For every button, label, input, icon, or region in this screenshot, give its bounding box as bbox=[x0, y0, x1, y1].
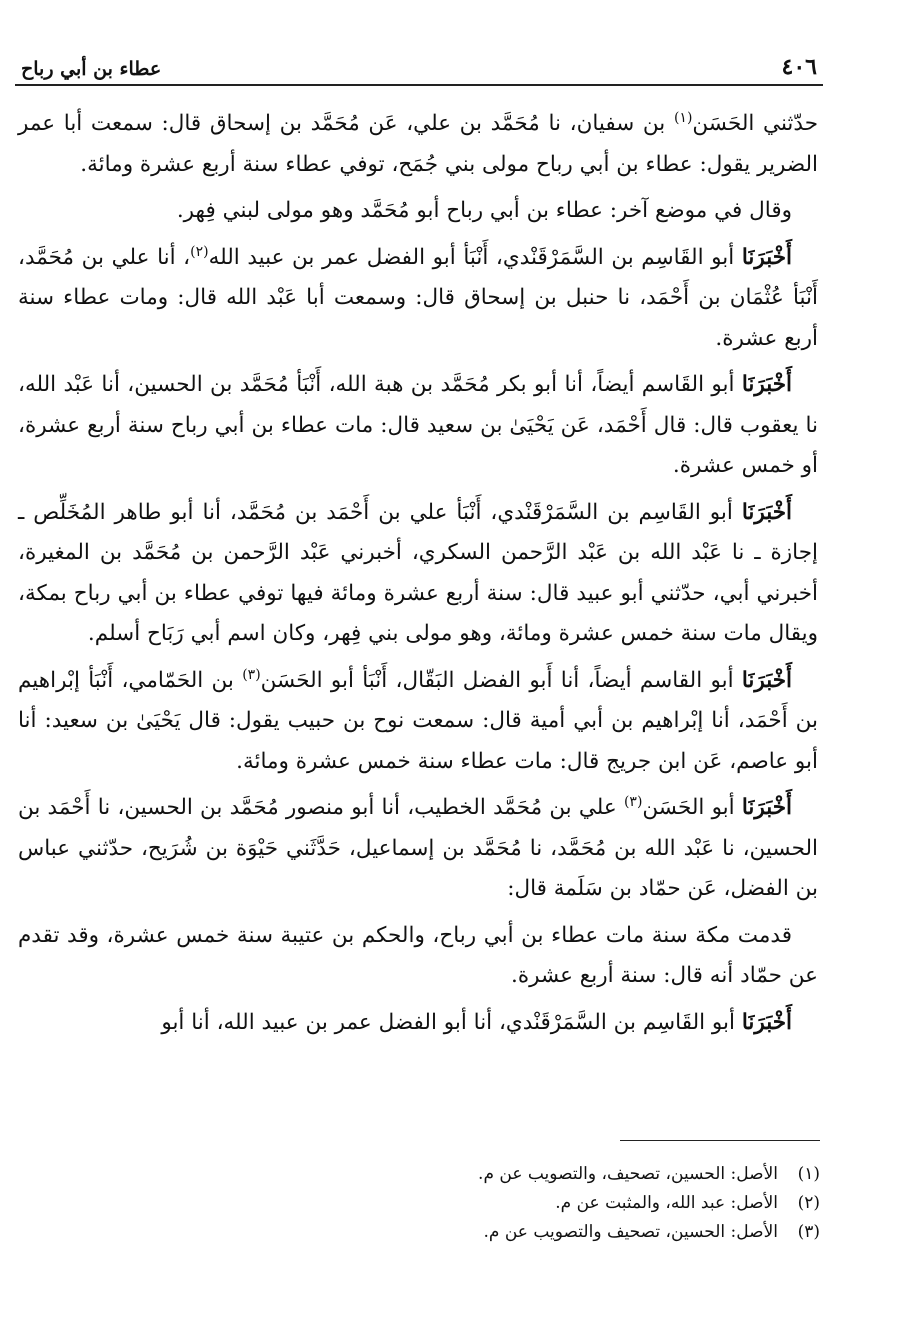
paragraph-lead: أَخْبَرَنَا bbox=[741, 244, 792, 270]
paragraph: أَخْبَرَنَا أبو القَاسِم بن السَّمَرْقَنْدي، أَنْبَأ أبو الفضل عمر بن عبيد الله$^{(٢)}$، أنا علي بن مُحَمَّد، أَنْبَأ عُثْمَان بن أَحْمَد، نا حنبل بن إسحاق قال: وسمعت أبا عَبْد الله قال: ومات عطاء سنة أربع عشرة. bbox=[18, 243, 818, 351]
footnote bbox=[300, 1160, 820, 1189]
paragraph-lead: أَخْبَرَنَا bbox=[741, 1009, 792, 1035]
footnote-text: الأصل: عبد الله، والمثبت عن م. bbox=[555, 1193, 778, 1213]
paragraph: أَخْبَرَنَا أبو القَاسِم بن السَّمَرْقَنْدي، أنا أبو الفضل عمر بن عبيد الله، أنا أبو bbox=[161, 1009, 792, 1035]
footnotes bbox=[300, 1160, 820, 1247]
paragraph-lead: أَخْبَرَنَا bbox=[741, 795, 792, 820]
footnote-ref: (٣) bbox=[623, 793, 643, 810]
paragraph: قدمت مكة سنة مات عطاء بن أبي رباح، والحكم بن عتيبة سنة خمس عشرة، وقد تقدم عن حمّاد أنه قال: سنة أربع عشرة. bbox=[18, 922, 818, 988]
paragraph: أَخْبَرَنَا أبو القَاسم أيضاً، أنا أبو بكر مُحَمَّد بن هبة الله، أَنْبَأ مُحَمَّد بن الحسين، أنا عَبْد الله، نا يعقوب قال: قال أَحْمَد، عَن يَحْيَىٰ بن سعيد قال: مات عطاء بن أبي رباح سنة أربع عشرة، أو خمس عشرة. bbox=[18, 372, 818, 478]
page-number: ٤٠٦ bbox=[781, 54, 817, 80]
paragraph: أَخْبَرَنَا أبو القاسم أيضاً، أنا أَبو الفضل البَقّال، أَنْبَأ أبو الحَسَن$^{(٣)}$ بن الحَمّامي، أَنْبَأ إبْراهيم بن أَحْمَد، أنا إبْراهيم بن أبي أمية قال: سمعت نوح بن حبيب يقول: قال يَحْيَىٰ بن سعيد: أنا أبو عاصم، عَن ابن جريج قال: مات عطاء سنة خمس عشرة ومائة. bbox=[18, 666, 818, 774]
paragraph: أَخْبَرَنَا أبو الحَسَن$^{(٣)}$ علي بن مُحَمَّد الخطيب، أنا أبو منصور مُحَمَّد بن الحسين، نا أَحْمَد بن الحسين، نا عَبْد الله بن مُحَمَّد، نا مُحَمَّد بن إسماعيل، حَدَّثَني حَيْوَة بن شُرَيح، حدّثني عباس بن الفضل، عَن حمّاد بن سَلَمة قال: bbox=[18, 793, 818, 901]
paragraph: وقال في موضع آخر: عطاء بن أبي رباح أبو مُحَمَّد وهو مولى لبني فِهر. bbox=[176, 198, 792, 223]
footnote-ref: (٢) bbox=[190, 243, 209, 260]
paragraph-lead: أَخْبَرَنَا bbox=[741, 372, 793, 397]
page-header bbox=[15, 40, 823, 86]
footnote-ref: (٣) bbox=[242, 666, 261, 683]
main-text bbox=[18, 104, 818, 1049]
footnote bbox=[300, 1189, 820, 1218]
paragraph-lead: أَخْبَرَنَا bbox=[741, 667, 793, 693]
footnote-number: (٣) bbox=[797, 1222, 820, 1242]
footnote-text: الأصل: الحسين، تصحيف والتصويب عن م. bbox=[483, 1222, 778, 1242]
paragraph-lead: أَخْبَرَنَا bbox=[741, 499, 792, 525]
paragraph: حدّثني الحَسَن$^{(١)}$ بن سفيان، نا مُحَمَّد بن علي، عَن مُحَمَّد بن إسحاق قال: سمعت أبا عمر الضرير يقول: عطاء بن أبي رباح مولى بني جُمَح، توفي عطاء سنة أربع عشرة ومائة. bbox=[18, 109, 818, 177]
footnote-separator bbox=[620, 1140, 820, 1141]
footnote-number: (٢) bbox=[797, 1193, 820, 1213]
footnote-text: الأصل: الحسين، تصحيف، والتصويب عن م. bbox=[478, 1164, 778, 1184]
footnote-ref: (١) bbox=[673, 109, 693, 126]
footnote-number: (١) bbox=[797, 1164, 820, 1184]
running-title: عطاء بن أبي رباح bbox=[21, 58, 162, 80]
footnote bbox=[300, 1218, 820, 1247]
paragraph: أَخْبَرَنَا أبو القَاسِم بن السَّمَرْقَنْدي، أَنْبَأ علي بن أَحْمَد بن مُحَمَّد، أنا أبو طاهر المُخَلِّص ـ إجازة ـ نا عَبْد الله بن عَبْد الرَّحمن السكري، أخبرني عَبْد الرَّحمن بن مُحَمَّد بن المغيرة، أخبرني أبي، حدّثني أبو عبيد قال: سنة أربع عشرة ومائة فيها توفي عطاء بن أبي رباح بمكة، ويقال مات سنة خمس عشرة ومائة، وهو مولى بني فِهر، وكان اسم أبي رَبَاح أسلم. bbox=[18, 499, 818, 646]
